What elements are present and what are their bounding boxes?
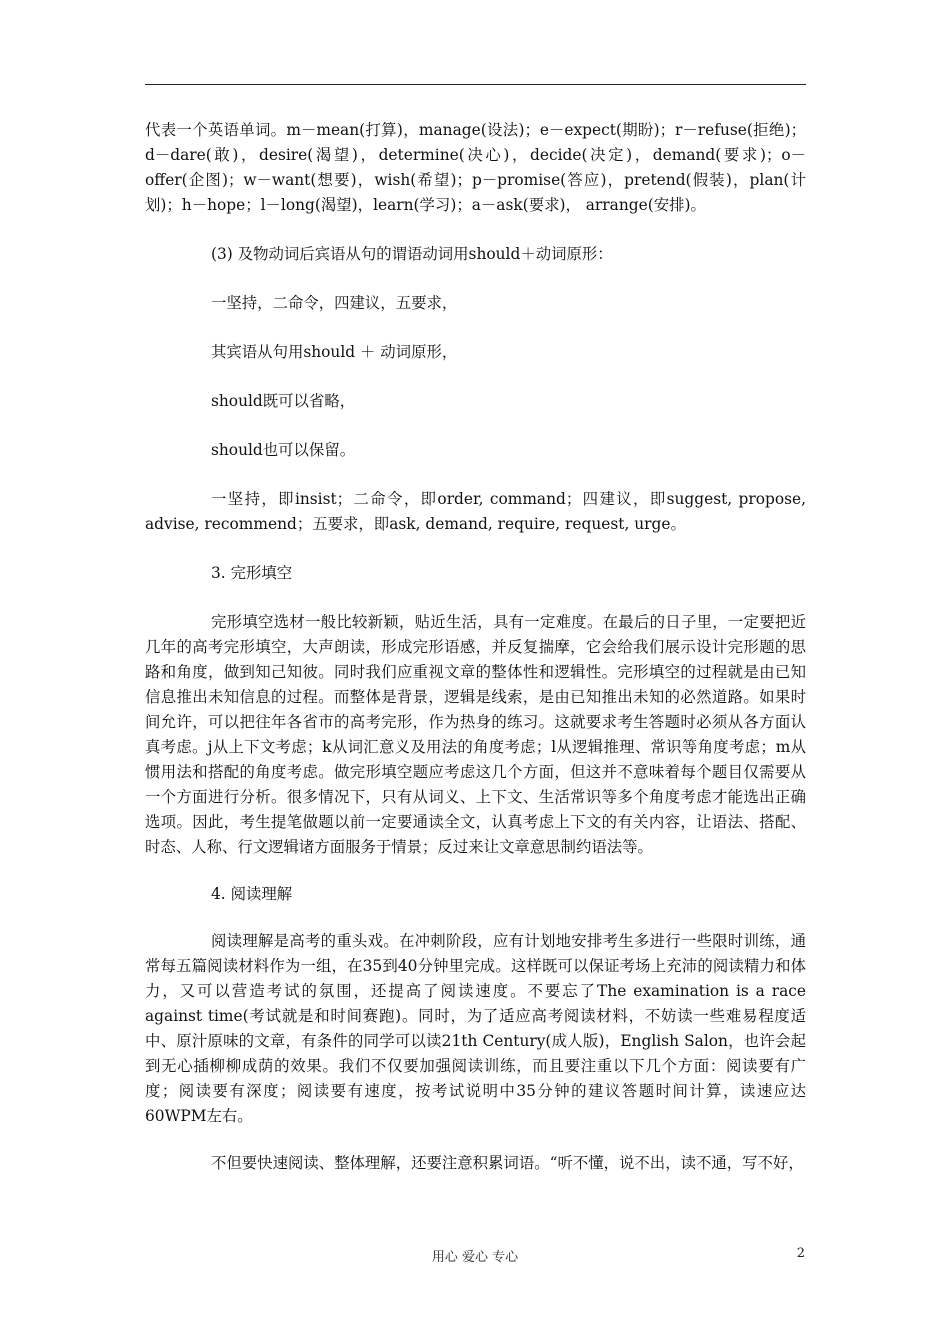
last-paragraph: 不但要快速阅读、整体理解，还要注意积累词语。“听不懂，说不出，读不通，写不好，	[211, 1154, 804, 1172]
rhyme-line-3: should既可以省略，	[211, 392, 356, 410]
section-3-paragraph: 完形填空选材一般比较新颖，贴近生活，具有一定难度。在最后的日子里，一定要把近几年的高考完形填空，大声朗读，形成完形语感，并反复揣摩，它会给我们展示设计完形题的思路和角度，做到知己知彼。同时我们应重视文章的整体性和逻辑性。完形填空的过程就是由已知信息推出未知信息的过程。而整体是背景，逻辑是线索，是由已知推出未知的必然道路。如果时间允许，可以把往年各省市的高考完形，作为热身的练习。这就要求考生答题时必须从各方面认真考虑。j从上下文考虑；k从词汇意义及用法的角度考虑；l从逻辑推理、常识等角度考虑；m从惯用法和搭配的角度考虑。做完形填空题应考虑这几个方面，但这并不意味着每个题目仅需要从一个方面进行分析。很多情况下，只有从词义、上下文、生活常识等多个角度考虑才能选出正确选项。因此，考生提笔做题以前一定要通读全文，认真考虑上下文的有关内容，让语法、搭配、时态、人称、行文逻辑诸方面服务于情景；反过来让文章意思制约语法等。	[145, 613, 806, 856]
verbs-paragraph: 代表一个英语单词。m－mean(打算)，manage(设法)；e－expect(期盼)；r－refuse(拒绝)；d－dare(敢)，desire(渴望)，determine(决心)，decide(决定)，demand(要求)；o－offer(企图)；w－want(想要)，wish(希望)；p－promise(答应)，pretend(假装)，plan(计划)；h－hope；l－long(渴望)，learn(学习)；a－ask(要求)， arrange(安排)。	[145, 121, 806, 214]
rule-3-heading: (3) 及物动词后宾语从句的谓语动词用should＋动词原形：	[211, 245, 613, 263]
rhyme-explanation: 一坚持，即insist；二命令，即order, command；四建议，即suggest, propose, advise, recommend；五要求，即ask, demand, require, request, urge。	[145, 490, 806, 533]
rhyme-line-4: should也可以保留。	[211, 441, 356, 459]
header-rule	[145, 84, 806, 85]
section-3-heading: 3. 完形填空	[211, 564, 293, 582]
section-4-paragraph: 阅读理解是高考的重头戏。在冲刺阶段，应有计划地安排考生多进行一些限时训练，通常每五篇阅读材料作为一组，在35到40分钟里完成。这样既可以保证考场上充沛的阅读精力和体力，又可以营造考试的氛围，还提高了阅读速度。不要忘了The examination is a race against time(考试就是和时间赛跑)。同时，为了适应高考阅读材料，不妨读一些难易程度适中、原汁原味的文章，有条件的同学可以读21th Century(成人版)，English Salon，也许会起到无心插柳柳成荫的效果。我们不仅要加强阅读训练，而且要注重以下几个方面：阅读要有广度；阅读要有深度；阅读要有速度，按考试说明中35分钟的建议答题时间计算，读速应达60WPM左右。	[145, 932, 806, 1125]
rhyme-line-1: 一坚持，二命令，四建议，五要求，	[211, 294, 458, 312]
page-body	[145, 118, 806, 1176]
section-4-heading: 4. 阅读理解	[211, 885, 293, 903]
page-number: 2	[796, 1246, 805, 1261]
footer-motto: 用心 爱心 专心	[431, 1250, 519, 1265]
rhyme-line-2: 其宾语从句用should ＋ 动词原形，	[211, 343, 458, 361]
